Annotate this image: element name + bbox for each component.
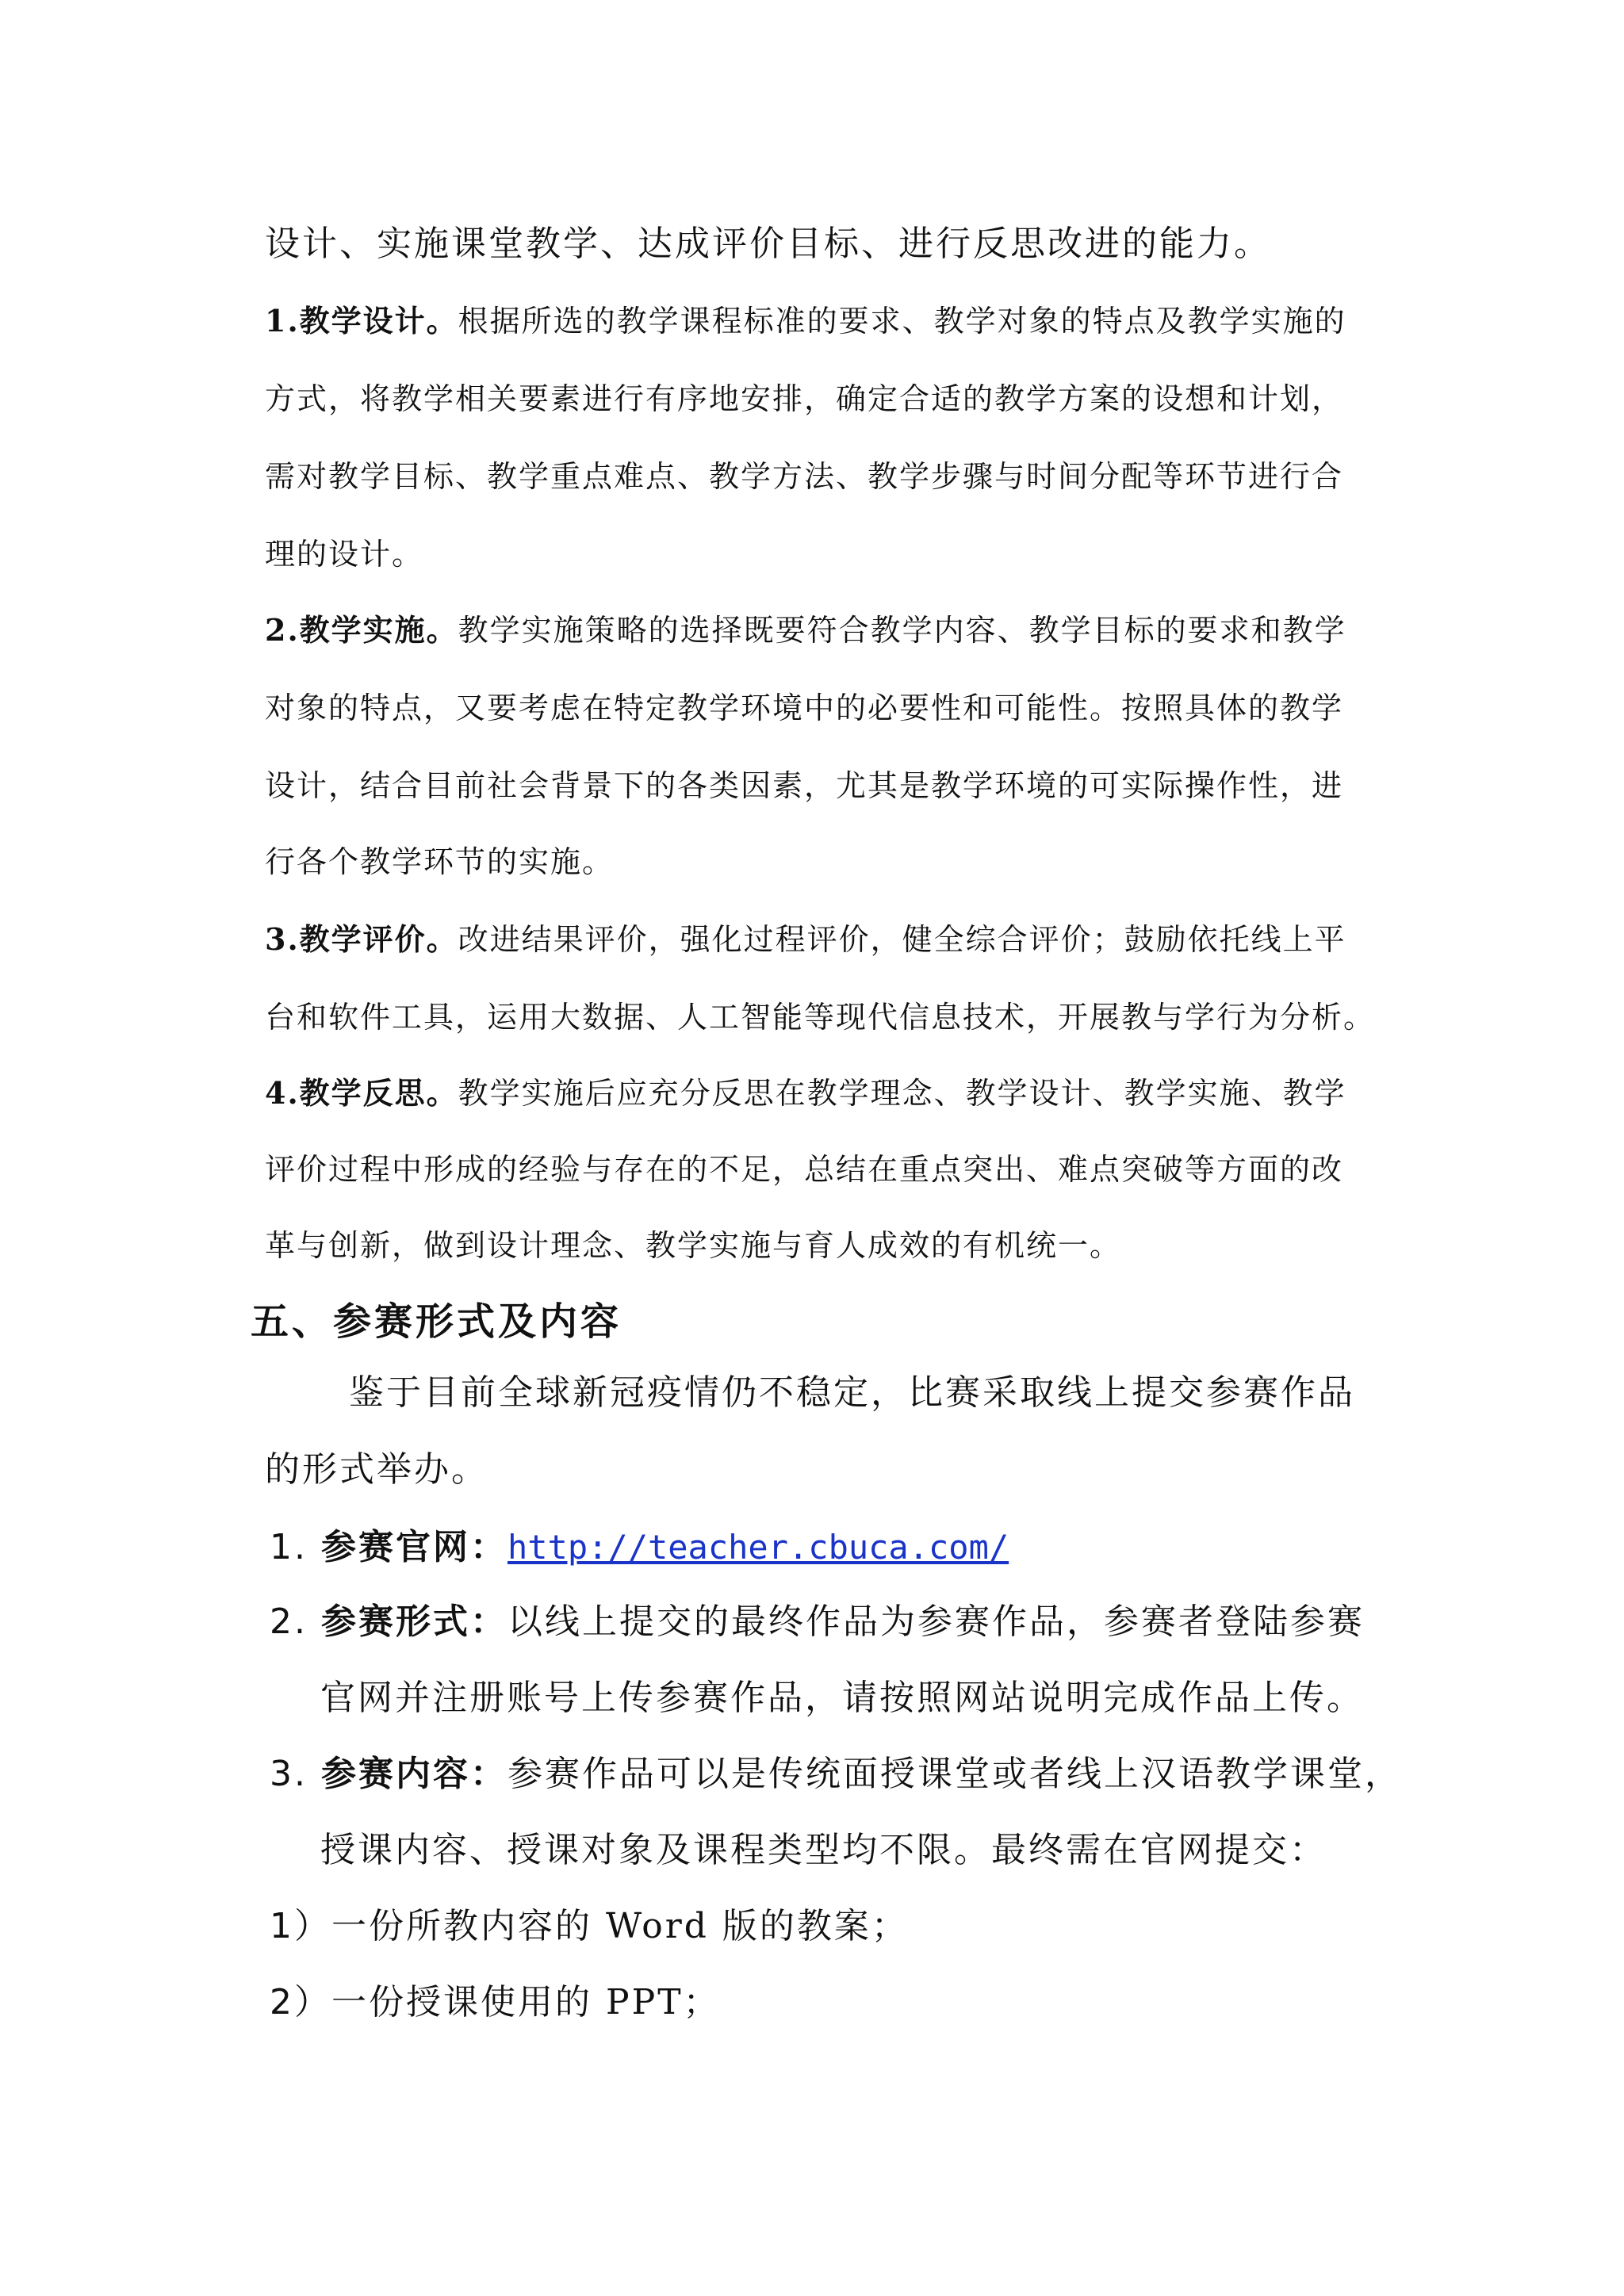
item-2-line-4: 行各个教学环节的实施。 [265, 844, 615, 879]
item-lead: 1.教学设计。 [265, 303, 458, 339]
list-item-format [270, 1601, 1396, 1642]
list-text: 以线上提交的最终作品为参赛作品，参赛者登陆参赛 [507, 1601, 1365, 1642]
item-1-line-3: 需对教学目标、教学重点难点、教学方法、教学步骤与时间分配等环节进行合 [265, 459, 1344, 494]
list-number: 3. [270, 1754, 308, 1794]
website-link[interactable]: http://teacher.cbuca.com/ [507, 1528, 1009, 1567]
item-lead: 3.教学评价。 [265, 921, 458, 957]
item-1-line-4: 理的设计。 [265, 537, 424, 572]
list-number: 2. [270, 1601, 308, 1642]
list-item-website [270, 1527, 1396, 1567]
item-3-line-2: 台和软件工具，运用大数据、人工智能等现代信息技术，开展教与学行为分析。 [265, 1000, 1376, 1035]
item-2-line-3: 设计，结合目前社会背景下的各类因素，尤其是教学环境的可实际操作性，进 [265, 768, 1344, 803]
list-text: 参赛作品可以是传统面授课堂或者线上汉语教学课堂， [507, 1754, 1402, 1794]
list-item-format-cont: 官网并注册账号上传参赛作品，请按照网站说明完成作品上传。 [320, 1678, 1364, 1718]
item-2-line-1 [265, 612, 1391, 648]
section-paragraph-line-1: 鉴于目前全球新冠疫情仍不稳定，比赛采取线上提交参赛作品 [349, 1372, 1355, 1413]
item-4-line-1 [265, 1075, 1391, 1111]
item-1-line-1 [265, 303, 1391, 339]
item-4-line-2: 评价过程中形成的经验与存在的不足，总结在重点突出、难点突破等方面的改 [265, 1152, 1344, 1187]
list-item-content [270, 1754, 1402, 1794]
list-number: 1. [270, 1527, 308, 1567]
paragraph-line: 设计、实施课堂教学、达成评价目标、进行反思改进的能力。 [265, 224, 1271, 264]
item-lead: 4.教学反思。 [265, 1075, 458, 1111]
list-lead: 参赛形式： [320, 1601, 508, 1642]
section-paragraph-line-2: 的形式举办。 [265, 1449, 488, 1490]
item-2-line-2: 对象的特点，又要考虑在特定教学环境中的必要性和可能性。按照具体的教学 [265, 691, 1344, 725]
item-text: 根据所选的教学课程标准的要求、教学对象的特点及教学实施的 [458, 304, 1346, 339]
list-lead: 参赛内容： [320, 1754, 508, 1794]
item-text: 教学实施策略的选择既要符合教学内容、教学目标的要求和教学 [458, 613, 1346, 648]
sublist-item [270, 1906, 1396, 1946]
item-text: 教学实施后应充分反思在教学理念、教学设计、教学实施、教学 [458, 1076, 1346, 1111]
sublist-text: 一份授课使用的 PPT； [331, 1982, 721, 2022]
sublist-text: 一份所教内容的 Word 版的教案； [331, 1906, 909, 1946]
section-heading: 五、参赛形式及内容 [251, 1299, 622, 1344]
sublist-number: 1） [270, 1906, 331, 1946]
item-1-line-2: 方式，将教学相关要素进行有序地安排，确定合适的教学方案的设想和计划， [265, 381, 1344, 416]
item-3-line-1 [265, 921, 1391, 957]
sublist-number: 2） [270, 1982, 331, 2022]
list-item-content-cont: 授课内容、授课对象及课程类型均不限。最终需在官网提交： [320, 1830, 1327, 1870]
item-text: 改进结果评价，强化过程评价，健全综合评价；鼓励依托线上平 [458, 922, 1346, 957]
list-lead: 参赛官网： [320, 1527, 508, 1567]
item-4-line-3: 革与创新，做到设计理念、教学实施与育人成效的有机统一。 [265, 1228, 1122, 1263]
item-lead: 2.教学实施。 [265, 612, 458, 648]
sublist-item [270, 1982, 1396, 2022]
